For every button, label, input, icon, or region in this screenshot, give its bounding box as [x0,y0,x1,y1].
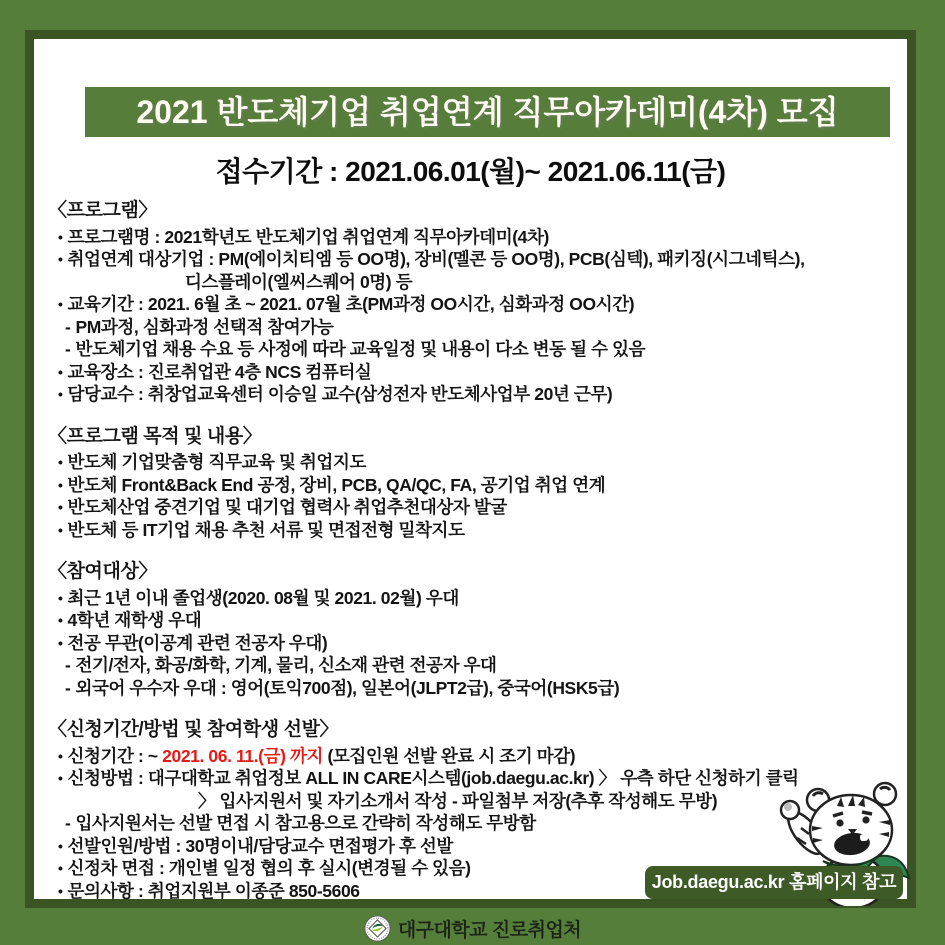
bullet-marker: • [58,882,63,899]
section-title: 〈프로그램 목적 및 내용〉 [48,425,262,447]
list-item [48,248,907,271]
list-item-text: 전공 무관(이공계 관련 전공자 우대) [67,632,328,653]
list-item-text: 취업연계 대상기업 : PM(에이치티엠 등 OO명), 장비(멜콘 등 OO명), PCB(심텍), 패키징(시그네틱스), [67,249,805,269]
list-item-text: 교육장소 : 진로취업관 4층 NCS 컴퓨터실 [67,361,372,382]
bullet-marker: • [58,589,63,606]
footer-org-name: 대구대학교 진로취업처 [397,920,582,941]
bullet-marker: • [58,251,63,267]
list-item-text: 반도체 등 IT기업 채용 추천 서류 및 면접전형 밀착지도 [67,519,465,540]
list-item-text: 담당교수 : 취창업교육센터 이승일 교수(삼성전자 반도체사업부 20년 근무) [67,384,613,404]
university-seal-icon [364,915,391,942]
list-item [48,587,907,610]
list-item-text: 프로그램명 : 2021학년도 반도체기업 취업연계 직무아카데미(4차) [67,226,549,247]
section-eligibility [48,561,907,699]
bullet-marker: • [58,747,63,764]
list-item [48,293,907,316]
section-program [48,200,907,406]
section-title: 〈신청기간/방법 및 참여학생 선발〉 [48,719,339,740]
list-item [48,361,907,384]
list-subitem [48,677,907,700]
banner-title: 2021 반도체기업 취업연계 직무아카데미(4차) 모집 [85,87,890,137]
list-item-text: 반도체산업 중견기업 및 대기업 협력사 취업추천대상자 발굴 [67,497,507,517]
list-item-text: 반도체 기업맞춤형 직무교육 및 취업지도 [67,452,366,472]
list-item-apply-period [48,745,907,768]
list-item-text: 외국어 우수자 우대 : 영어(토익700점), 일본어(JLPT2급), 중국어(HSK5급) [75,677,620,698]
bullet-marker: • [58,386,63,402]
list-item-text: 신청방법 : 대구대학교 취업정보 ALL IN CARE시스템(job.daegu.ac.kr) 〉 우측 하단 신청하기 클릭 [67,768,799,788]
bullet-marker: • [58,454,63,470]
list-item [48,632,907,655]
list-item [48,609,907,632]
list-item-text: 교육기간 : 2021. 6월 초 ~ 2021. 07월 초(PM과정 OO시간, 심화과정 OO시간) [67,294,635,314]
homepage-reference-badge: Job.daegu.ac.kr 홈페이지 참고 [645,866,903,899]
bullet-marker: • [58,499,63,515]
list-subitem [48,338,907,361]
section-title: 〈프로그램〉 [48,200,158,221]
list-subitem [48,316,907,339]
bullet-marker: • [58,612,63,628]
list-item-text: 선발인원/방법 : 30명이내/담당교수 면접평가 후 선발 [67,835,453,856]
section-purpose-content [48,426,907,542]
list-item-text: 문의사항 : 취업지원부 이종준 850-5606 [67,880,360,901]
list-item [48,496,907,519]
bullet-marker: • [58,860,63,876]
list-subitem [48,654,907,677]
bullet-marker: • [58,837,63,854]
bullet-marker: • [58,521,63,538]
apply-deadline-highlight: 2021. 06. 11.(금) 까지 [162,745,324,766]
list-item-text: 반도체기업 채용 수요 등 사정에 따라 교육일정 및 내용이 다소 변동 될 수 있음 [75,339,646,359]
list-item-text: 반도체 Front&Back End 공정, 장비, PCB, QA/QC, FA, 공기업 취업 연계 [67,474,606,495]
bullet-marker: • [58,770,63,786]
footer [0,912,945,945]
bullet-marker: • [58,296,63,312]
dash-marker: - [65,655,71,675]
application-period-subtitle: 접수기간 : 2021.06.01(월)~ 2021.06.11(금) [215,156,726,187]
bullet-marker: • [58,363,63,380]
list-item-text: PM과정, 심화과정 선택적 참여가능 [75,316,334,337]
list-item [48,474,907,497]
list-item-text: 전기/전자, 화공/화학, 기계, 물리, 신소재 관련 전공자 우대 [75,655,497,675]
list-item-continuation [48,271,907,294]
list-item-text: 디스플레이(엘씨스퀘어 0명) 등 [185,271,413,292]
bullet-marker: • [58,476,63,493]
dash-marker: - [65,677,71,698]
apply-period-prefix: 신청기간 : ~ [67,745,163,766]
dash-marker: - [65,316,71,337]
list-item-text: 4학년 재학생 우대 [67,610,202,630]
list-item [48,519,907,542]
list-item-text: 〉 입사지원서 및 자기소개서 작성 - 파일첨부 저장(추후 작성해도 무방) [198,790,718,811]
list-item-text: 신정차 면접 : 개인별 일정 협의 후 실시(변경될 수 있음) [67,858,471,878]
list-item-text: 최근 1년 이내 졸업생(2020. 08월 및 2021. 02월) 우대 [67,587,459,608]
section-title: 〈참여대상〉 [48,561,158,582]
bullet-marker: • [58,228,63,245]
list-item [48,383,907,406]
dash-marker: - [65,339,71,359]
list-item [48,226,907,249]
dash-marker: - [65,813,71,833]
list-item [48,451,907,474]
apply-period-suffix: (모집인원 선발 완료 시 조기 마감) [323,745,576,766]
list-item-text: 입사지원서는 선발 면접 시 참고용으로 간략히 작성해도 무방함 [75,813,536,833]
bullet-marker: • [58,634,63,651]
